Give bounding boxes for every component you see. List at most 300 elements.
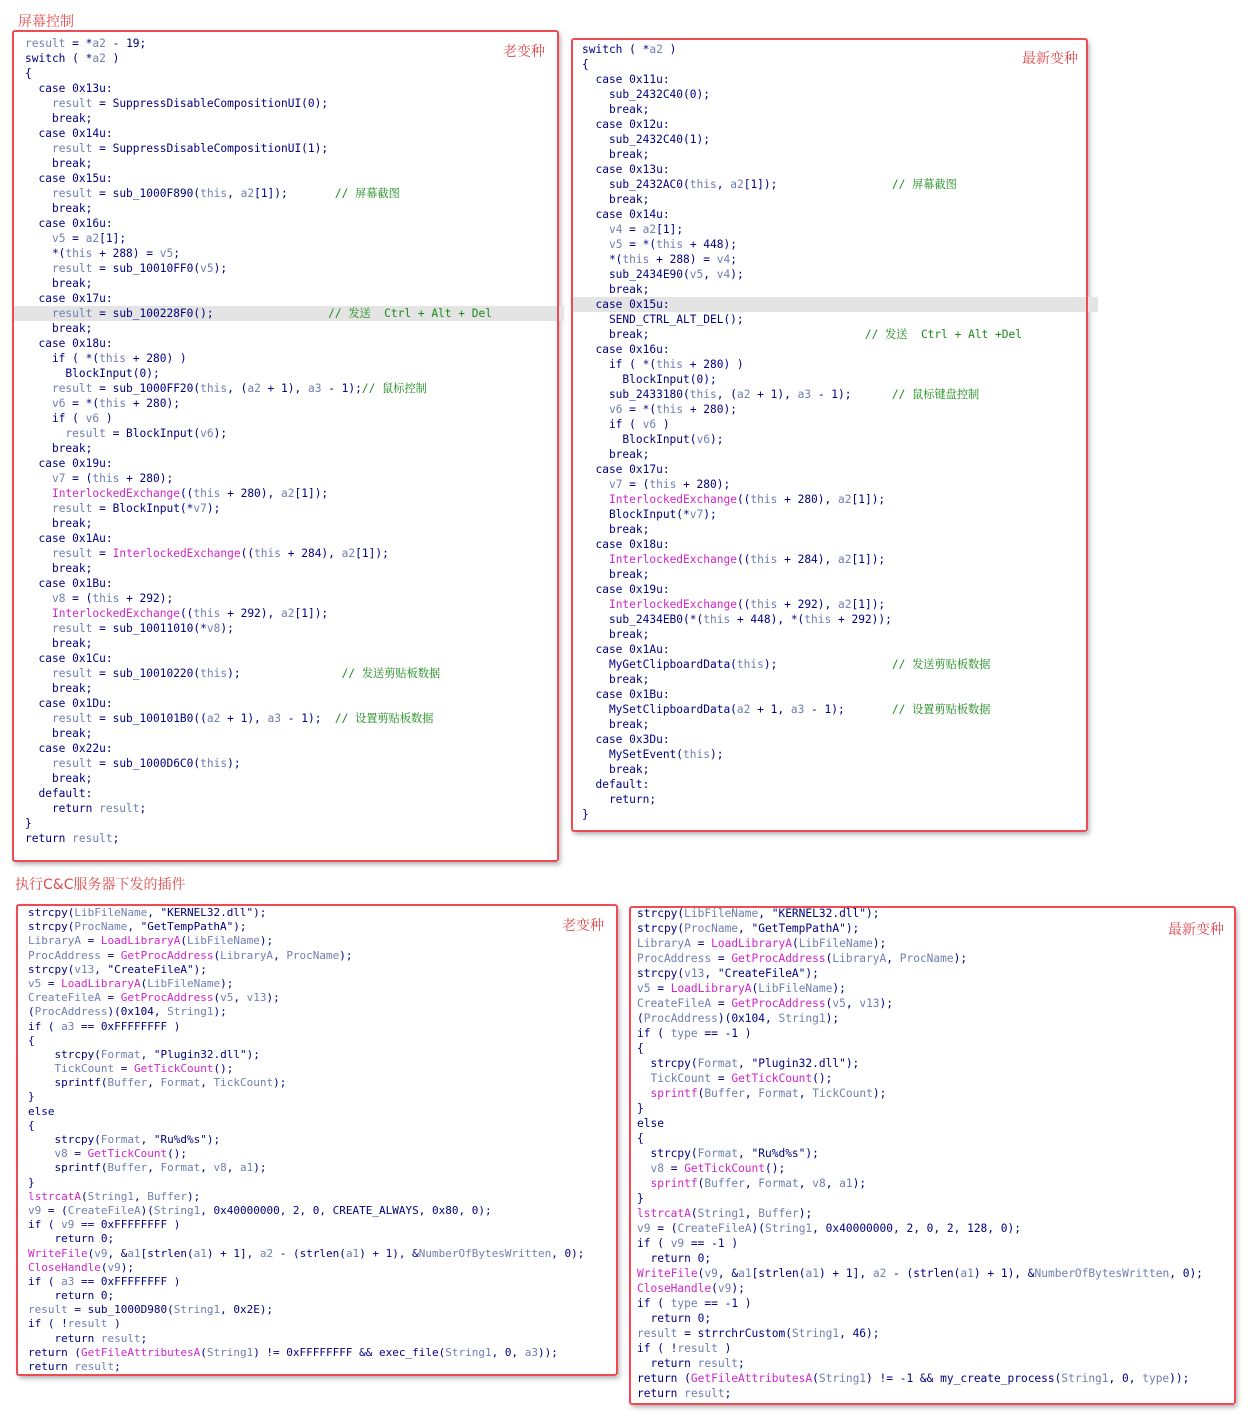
code-token: TickCount	[650, 1072, 712, 1085]
code-token: case 0x1Bu:	[582, 688, 670, 701]
code-token: =	[67, 1147, 88, 1161]
code-token: strcpy(	[637, 922, 685, 935]
code-token: this	[736, 658, 764, 671]
code-token: sprintf(	[28, 1076, 108, 1090]
code-token: WriteFile	[28, 1246, 88, 1260]
code-token: result	[51, 307, 93, 320]
code-token: = SuppressDisableCompositionUI(0);	[92, 97, 329, 110]
code-token: , 0x40000000, 2, 0, 2, 128, 0);	[812, 1222, 1021, 1235]
code-token: v8	[51, 592, 66, 605]
code-token: break;	[25, 157, 93, 170]
code-token: break;	[25, 772, 93, 785]
code-token: v7	[689, 508, 704, 521]
code-token: result	[51, 502, 93, 515]
code-token: break;	[25, 277, 93, 290]
code-token: break;	[25, 322, 93, 335]
code-token: )	[656, 418, 670, 431]
code-token: Buffer	[107, 1076, 148, 1090]
code-token: break;	[25, 202, 93, 215]
code-token: ,	[716, 178, 731, 191]
code-token: String1	[153, 1203, 201, 1217]
code-token: a3	[61, 1019, 75, 1033]
code-token: switch ( *	[25, 52, 93, 65]
highlight-frame	[16, 904, 618, 1376]
code-token: MyGetClipboardData(	[582, 658, 737, 671]
code-token: BlockInput(	[582, 433, 697, 446]
code-token: v5	[832, 997, 846, 1010]
code-token: String1	[1061, 1372, 1109, 1385]
variant-label-old: 老变种	[562, 918, 604, 934]
code-token: sub_2434EB0(*(	[582, 613, 704, 626]
code-token: a3	[790, 703, 805, 716]
code-token: );	[852, 1177, 867, 1190]
code-token: ,	[886, 952, 900, 965]
code-token: TickCount	[54, 1062, 115, 1076]
code-token: sub_2432AC0(	[582, 178, 690, 191]
code-token: - (strlen(	[886, 1267, 961, 1280]
code-token: , "GetTempPathA");	[127, 920, 247, 934]
code-token: if (	[28, 1019, 62, 1033]
code-token: if (	[637, 1237, 671, 1250]
code-token: ) + 1],	[206, 1246, 260, 1260]
code-token: this	[200, 382, 228, 395]
code-token: case 0x1Cu:	[25, 652, 113, 665]
code-token: v5	[51, 232, 66, 245]
code-token: CreateFileA	[67, 1203, 141, 1217]
code-token: ((	[179, 607, 194, 620]
code-token: Format	[697, 1147, 739, 1160]
code-token: break;	[25, 682, 93, 695]
code-token: + 448);	[683, 238, 737, 251]
code-token: LibraryA	[220, 948, 274, 962]
code-token: result	[28, 1303, 68, 1317]
code-token: ((	[240, 547, 255, 560]
code-token: return	[637, 1357, 698, 1370]
code-token: = strrchrCustom(	[677, 1327, 792, 1340]
code-token: a2	[259, 1246, 274, 1260]
code-token: Buffer	[107, 1161, 148, 1175]
code-token: , &	[107, 1246, 128, 1260]
code-token: case 0x11u:	[582, 73, 670, 86]
code-token: v8	[54, 1147, 68, 1161]
code-token: CreateFileA	[677, 1222, 752, 1235]
code-token: );	[213, 427, 228, 440]
code-token: )	[99, 412, 113, 425]
code-token: - 1);	[321, 382, 362, 395]
code-token: return 0;	[28, 1232, 115, 1246]
code-token: = *(	[622, 238, 657, 251]
code-token: String1	[445, 1345, 492, 1359]
code-token: result	[51, 667, 93, 680]
code-token: v6	[51, 397, 66, 410]
code-token: ((	[736, 553, 751, 566]
code-token: );	[220, 622, 234, 635]
code-token: BlockInput(0);	[582, 373, 717, 386]
code-token: InterlockedExchange	[608, 493, 737, 506]
code-token: - 1);	[281, 712, 335, 725]
code-token: case 0x3Du:	[582, 733, 670, 746]
code-token: v9	[717, 1282, 732, 1295]
code-token: if ( !	[637, 1342, 678, 1355]
code-token: v13	[74, 962, 95, 976]
code-comment: // 鼠标键盘控制	[891, 388, 980, 401]
code-token: *(	[25, 247, 66, 260]
code-token: (	[213, 948, 221, 962]
code-token: CreateFileA	[28, 991, 101, 1005]
code-token: )	[717, 1342, 732, 1355]
code-token: (	[180, 934, 187, 948]
code-comment: // 发送 Ctrl + Alt +Del	[864, 328, 1022, 341]
code-token: ,	[147, 1161, 161, 1175]
code-token: this	[703, 613, 731, 626]
code-token: a1	[738, 1267, 752, 1280]
code-token: a2	[838, 598, 852, 611]
code-token: =	[663, 1162, 685, 1175]
code-token: [strlen(	[140, 1246, 194, 1260]
code-comment: // 设置剪贴板数据	[891, 703, 991, 716]
code-token: );	[227, 757, 241, 770]
code-token: GetTickCount	[731, 1072, 813, 1085]
code-token: v9	[28, 1203, 42, 1217]
code-token: break;	[25, 727, 93, 740]
code-token: a2	[730, 178, 744, 191]
code-token: ,	[744, 1207, 759, 1220]
code-token: ,	[744, 1177, 759, 1190]
code-token: );	[710, 433, 724, 446]
code-token: ));	[537, 1345, 558, 1359]
code-token: , 0,	[1108, 1372, 1143, 1385]
code-token: = sub_100101B0((	[92, 712, 207, 725]
code-token: a1	[960, 1267, 974, 1280]
code-token: =	[650, 982, 671, 995]
code-token: Buffer	[147, 1189, 187, 1203]
code-token: );	[798, 1207, 813, 1220]
code-token: ,	[845, 997, 860, 1010]
code-token: result	[51, 622, 93, 635]
code-token: a2	[92, 52, 106, 65]
code-token: v6	[642, 418, 657, 431]
code-token: strcpy(	[28, 1133, 101, 1146]
code-token: sprintf(	[28, 1161, 108, 1175]
code-token: ((	[179, 487, 194, 500]
code-token: String1	[167, 1005, 214, 1019]
code-panel-screen-new	[573, 40, 1088, 832]
code-token: this	[656, 403, 684, 416]
code-token: sprintf	[650, 1177, 698, 1190]
highlight-frame	[571, 38, 1088, 832]
code-token: ,	[798, 1177, 813, 1190]
code-token: (	[87, 1246, 95, 1260]
code-token: String1	[173, 1303, 221, 1317]
code-token: case 0x1Bu:	[25, 577, 113, 590]
code-token: break;	[582, 523, 650, 536]
code-token: result	[99, 802, 140, 815]
code-token: );	[120, 1260, 134, 1274]
code-token: strcpy(	[28, 1047, 101, 1061]
code-token: );	[730, 268, 744, 281]
code-token: type	[670, 1027, 698, 1040]
code-token: result	[100, 1331, 141, 1345]
code-token: ProcName	[684, 922, 739, 935]
code-token: v4	[716, 253, 731, 266]
code-token: Format	[758, 1087, 799, 1100]
code-token: - 19;	[105, 37, 147, 50]
code-token: break;	[25, 562, 93, 575]
code-token: ,	[133, 1189, 148, 1203]
code-token: type	[1142, 1372, 1170, 1385]
code-token: = sub_10010220(	[92, 667, 201, 680]
code-token: BlockInput(0);	[25, 367, 160, 380]
code-token: Buffer	[758, 1207, 799, 1220]
code-token: LibFileName	[798, 937, 873, 950]
code-token: a1	[193, 1246, 207, 1260]
code-token: v5	[689, 268, 704, 281]
code-token: v9	[61, 1218, 75, 1232]
code-token: ;	[112, 832, 120, 845]
code-token: this	[804, 613, 832, 626]
variant-label-old: 老变种	[503, 44, 545, 60]
code-token: + 280);	[683, 403, 737, 416]
code-token: return	[28, 1360, 75, 1373]
code-token: this	[92, 472, 120, 485]
code-token: a1	[239, 1161, 254, 1175]
code-token: LibFileName	[74, 906, 148, 919]
code-token: , "Ru%d%s");	[140, 1133, 221, 1146]
code-token: NumberOfBytesWritten	[418, 1246, 552, 1260]
code-token: InterlockedExchange	[51, 487, 180, 500]
code-token: case 0x13u:	[25, 82, 113, 95]
code-token: + 280) )	[126, 352, 187, 365]
code-token: return	[25, 832, 73, 845]
code-token: =	[41, 976, 62, 990]
code-token: ) + 1), &	[359, 1246, 419, 1260]
code-token: (	[690, 1207, 698, 1220]
code-token: , &	[717, 1267, 739, 1280]
code-token: + 1),	[260, 382, 308, 395]
code-token: a3	[307, 382, 322, 395]
code-token: + 1,	[750, 703, 791, 716]
code-token: v9	[637, 1222, 651, 1235]
code-token: LibraryA	[637, 937, 691, 950]
code-token: + 448), *(	[730, 613, 805, 626]
code-token: [1]);	[294, 487, 329, 500]
code-token: ;	[730, 253, 737, 266]
code-token: result	[677, 1342, 718, 1355]
code-token: (	[213, 991, 221, 1005]
code-token: ();	[213, 1062, 234, 1076]
variant-label-new: 最新变种	[1168, 922, 1224, 938]
code-token: a1	[345, 1246, 360, 1260]
code-token: + 284),	[281, 547, 342, 560]
code-token: case 0x13u:	[582, 163, 670, 176]
code-token: ,	[798, 1087, 813, 1100]
code-token: a2	[206, 712, 221, 725]
code-token: a2	[649, 43, 663, 56]
code-token: CreateFileA	[637, 997, 712, 1010]
code-token: CloseHandle	[28, 1260, 101, 1274]
code-token: GetProcAddress	[731, 997, 826, 1010]
code-token: + 292),	[220, 607, 281, 620]
code-token: (	[697, 1087, 705, 1100]
code-panel-plugin-new	[631, 908, 1236, 1405]
code-token: break;	[582, 568, 650, 581]
code-token: v5	[608, 238, 623, 251]
code-token: a2	[341, 547, 356, 560]
code-token: v5	[637, 982, 651, 995]
code-token: = sub_10011010(*	[92, 622, 207, 635]
code-comment: // 屏幕截图	[334, 187, 400, 200]
code-token: {	[28, 1118, 35, 1132]
code-token: , "KERNEL32.dll");	[758, 907, 880, 920]
code-token: + 280) )	[683, 358, 744, 371]
highlight-frame	[629, 906, 1236, 1405]
code-token: == 0xFFFFFFFF )	[74, 1218, 181, 1232]
code-token: }	[28, 1090, 35, 1104]
code-token: ) != -1 && my_create_process(	[866, 1372, 1062, 1385]
code-token: }	[637, 1192, 644, 1205]
code-token: v9	[670, 1237, 685, 1250]
code-token: if (	[28, 1274, 62, 1288]
code-token: a2	[736, 388, 751, 401]
code-token: sub_2432C40(1);	[582, 133, 710, 146]
code-token: ();	[812, 1072, 833, 1085]
code-token: case 0x19u:	[582, 583, 670, 596]
code-token: }	[637, 1102, 644, 1115]
code-token: ,	[703, 268, 717, 281]
section-title-plugin-exec: 执行C&C服务器下发的插件	[15, 877, 186, 893]
code-token: this	[200, 757, 228, 770]
code-token: return (	[28, 1345, 81, 1359]
code-token: = sub_1000FF20(	[92, 382, 201, 395]
code-token: a3	[61, 1274, 75, 1288]
code-token: case 0x16u:	[25, 217, 113, 230]
code-token: case 0x18u:	[582, 538, 670, 551]
code-panel-plugin-old	[18, 906, 618, 1376]
code-token: - 1);	[811, 388, 892, 401]
code-comment: // 鼠标控制	[361, 382, 427, 395]
code-token: );	[825, 1012, 840, 1025]
code-token: )(	[140, 1203, 154, 1217]
code-token: v13	[859, 997, 880, 1010]
code-token: v8	[213, 1161, 227, 1175]
code-token: case 0x17u:	[25, 292, 113, 305]
code-token: a2	[240, 187, 255, 200]
code-token: switch ( *	[582, 43, 650, 56]
code-token: String1	[206, 1345, 254, 1359]
code-token: case 0x14u:	[25, 127, 113, 140]
code-token: );	[259, 934, 274, 948]
code-token: lstrcatA	[28, 1189, 81, 1203]
code-token: InterlockedExchange	[608, 598, 737, 611]
code-token: , (	[227, 382, 248, 395]
code-token: {	[28, 1033, 35, 1047]
code-token: , 0x40000000, 2, 0, CREATE_ALWAYS, 0x80, 0);	[200, 1203, 492, 1217]
code-token: sub_2434E90(	[582, 268, 690, 281]
code-token: );	[213, 262, 228, 275]
code-token: ;	[724, 1387, 732, 1400]
code-token: + 280);	[126, 397, 180, 410]
code-token: , 0,	[491, 1345, 525, 1359]
code-token: =	[622, 223, 643, 236]
code-token: a2	[838, 553, 852, 566]
code-token: ProcAddress	[643, 1012, 718, 1025]
code-token: this	[254, 547, 282, 560]
code-token: case 0x12u:	[582, 118, 670, 131]
code-token: (	[825, 952, 833, 965]
code-token: - 1);	[804, 703, 892, 716]
code-token: ,	[200, 1161, 214, 1175]
code-token: [strlen(	[751, 1267, 806, 1280]
code-token: ();	[167, 1147, 187, 1161]
code-token: );	[832, 982, 846, 995]
code-token: =	[100, 991, 121, 1005]
code-token: - (strlen(	[273, 1246, 346, 1260]
code-token: =	[690, 937, 712, 950]
code-token: ) + 1), &	[973, 1267, 1035, 1280]
code-token: if (	[28, 1218, 62, 1232]
code-token: break;	[25, 112, 93, 125]
code-token: ;	[173, 247, 180, 260]
code-token: sub_2433180(	[582, 388, 690, 401]
code-token: result	[51, 712, 93, 725]
code-panel-screen-old	[14, 32, 559, 862]
code-token: Format	[160, 1076, 201, 1090]
code-token: this	[99, 397, 127, 410]
code-token: = *(	[622, 403, 657, 416]
code-token: (	[825, 997, 833, 1010]
code-token: ,	[233, 991, 247, 1005]
code-token: this	[649, 478, 677, 491]
code-token: (	[697, 1177, 705, 1190]
code-token: );	[266, 991, 280, 1005]
code-token: result	[65, 427, 106, 440]
code-token: );	[872, 1087, 887, 1100]
code-token: NumberOfBytesWritten	[1034, 1267, 1170, 1280]
code-token: case 0x14u:	[582, 208, 670, 221]
code-token: result	[51, 142, 93, 155]
code-token: Format	[758, 1177, 799, 1190]
code-token: [1]);	[294, 607, 329, 620]
code-token: = (	[65, 472, 93, 485]
code-token: result	[51, 262, 93, 275]
code-token: + 280);	[676, 478, 731, 491]
code-token: return 0;	[28, 1289, 115, 1303]
code-token: , 46);	[839, 1327, 880, 1340]
code-token: v8	[206, 622, 221, 635]
code-token: ;	[114, 1360, 121, 1373]
code-token: result	[25, 37, 66, 50]
code-token: strcpy(	[28, 920, 75, 934]
code-token: return	[637, 1387, 685, 1400]
code-token: + 288) =	[649, 253, 717, 266]
code-token: strcpy(	[28, 906, 75, 919]
code-token: v6	[608, 403, 623, 416]
code-token: ) != 0xFFFFFFFF && exec_file(	[253, 1345, 446, 1359]
code-token: GetTickCount	[87, 1147, 168, 1161]
code-token: break;	[582, 328, 865, 341]
code-token: LoadLibraryA	[100, 934, 181, 948]
code-token: v7	[51, 472, 66, 485]
code-token: result	[74, 1360, 115, 1373]
code-token: (	[637, 1012, 644, 1025]
code-token: if (	[637, 1027, 671, 1040]
code-token: }	[25, 817, 32, 830]
code-comment: // 发送剪贴板数据	[891, 658, 991, 671]
code-token: a3	[524, 1345, 538, 1359]
code-token: a2	[642, 223, 657, 236]
code-token: v5	[28, 976, 42, 990]
code-token: v7	[193, 502, 207, 515]
